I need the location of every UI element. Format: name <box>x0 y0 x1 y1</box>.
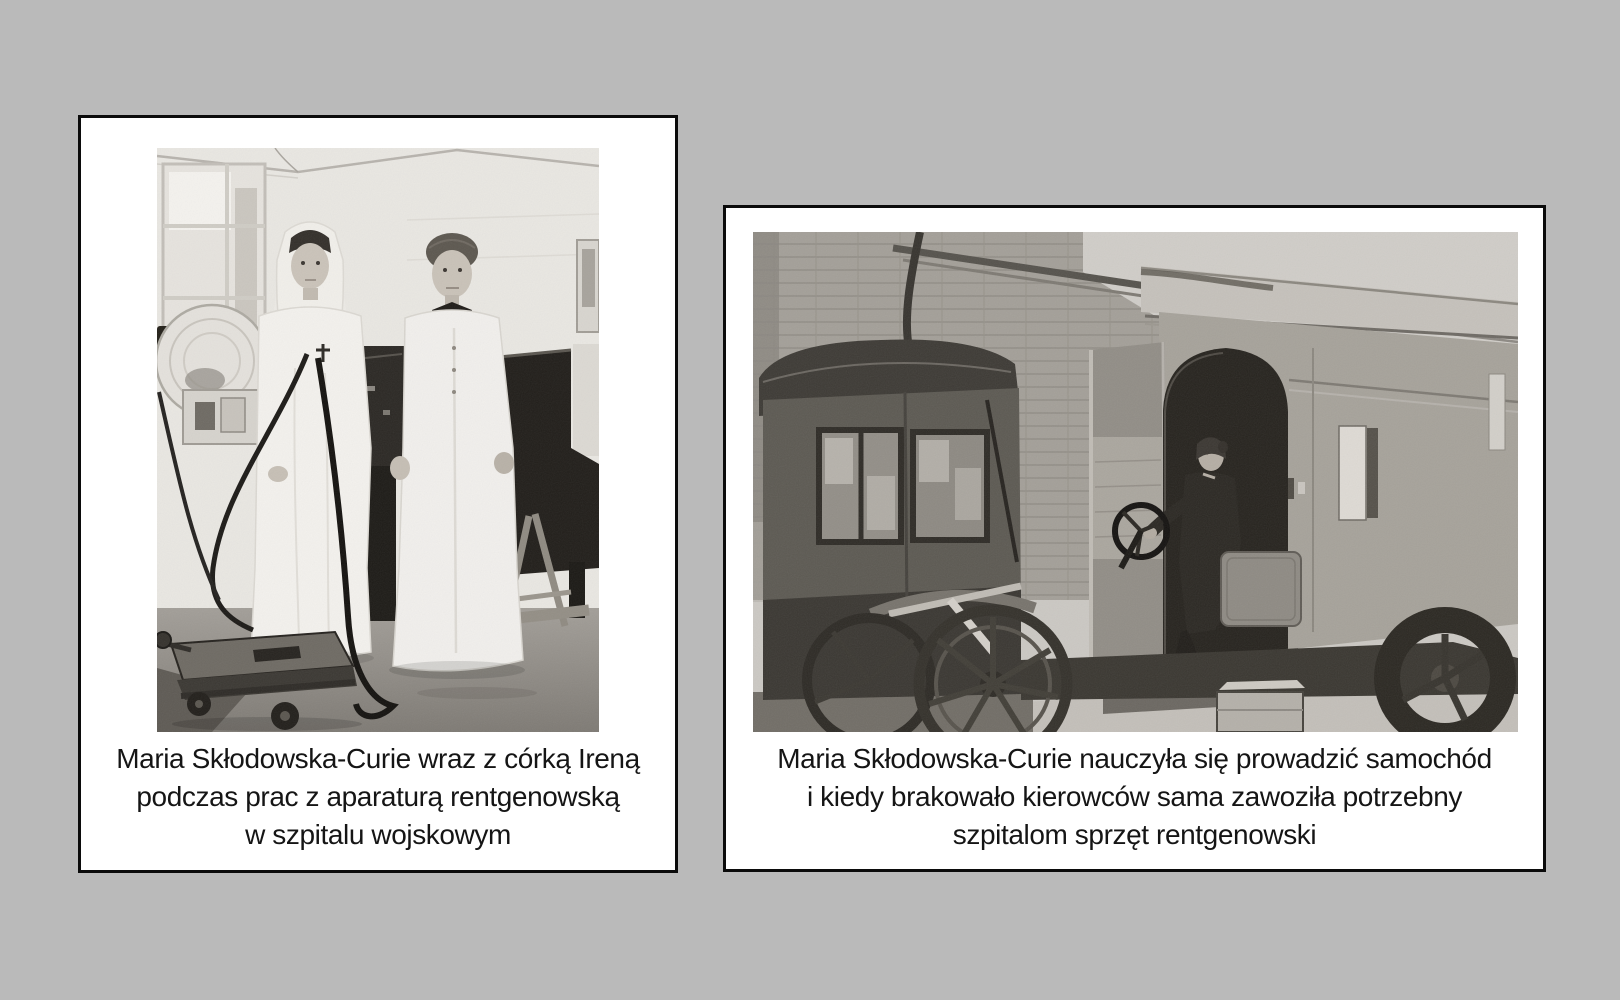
xray-van-illustration <box>753 232 1518 732</box>
photo-maria-irena-xray <box>157 148 599 732</box>
caption-right-line-2: i kiedy brakowało kierowców sama zawoziła potrzebny <box>806 781 1462 812</box>
photo-grain-overlay <box>753 232 1518 732</box>
caption-left <box>81 740 675 854</box>
caption-left-line-3: w szpitalu wojskowym <box>245 819 511 850</box>
photo-card-left <box>78 115 678 873</box>
caption-right <box>726 740 1543 854</box>
caption-right-line-1: Maria Skłodowska-Curie nauczyła się prowadzić samochód <box>777 743 1492 774</box>
xray-room-illustration <box>157 148 599 732</box>
caption-left-line-2: podczas prac z aparaturą rentgenowską <box>136 781 620 812</box>
photo-maria-driving-van <box>753 232 1518 732</box>
caption-left-line-1: Maria Skłodowska-Curie wraz z córką Ireną <box>116 743 640 774</box>
photo-card-right <box>723 205 1546 872</box>
caption-right-line-3: szpitalom sprzęt rentgenowski <box>952 819 1317 850</box>
photo-grain-overlay <box>157 148 599 732</box>
